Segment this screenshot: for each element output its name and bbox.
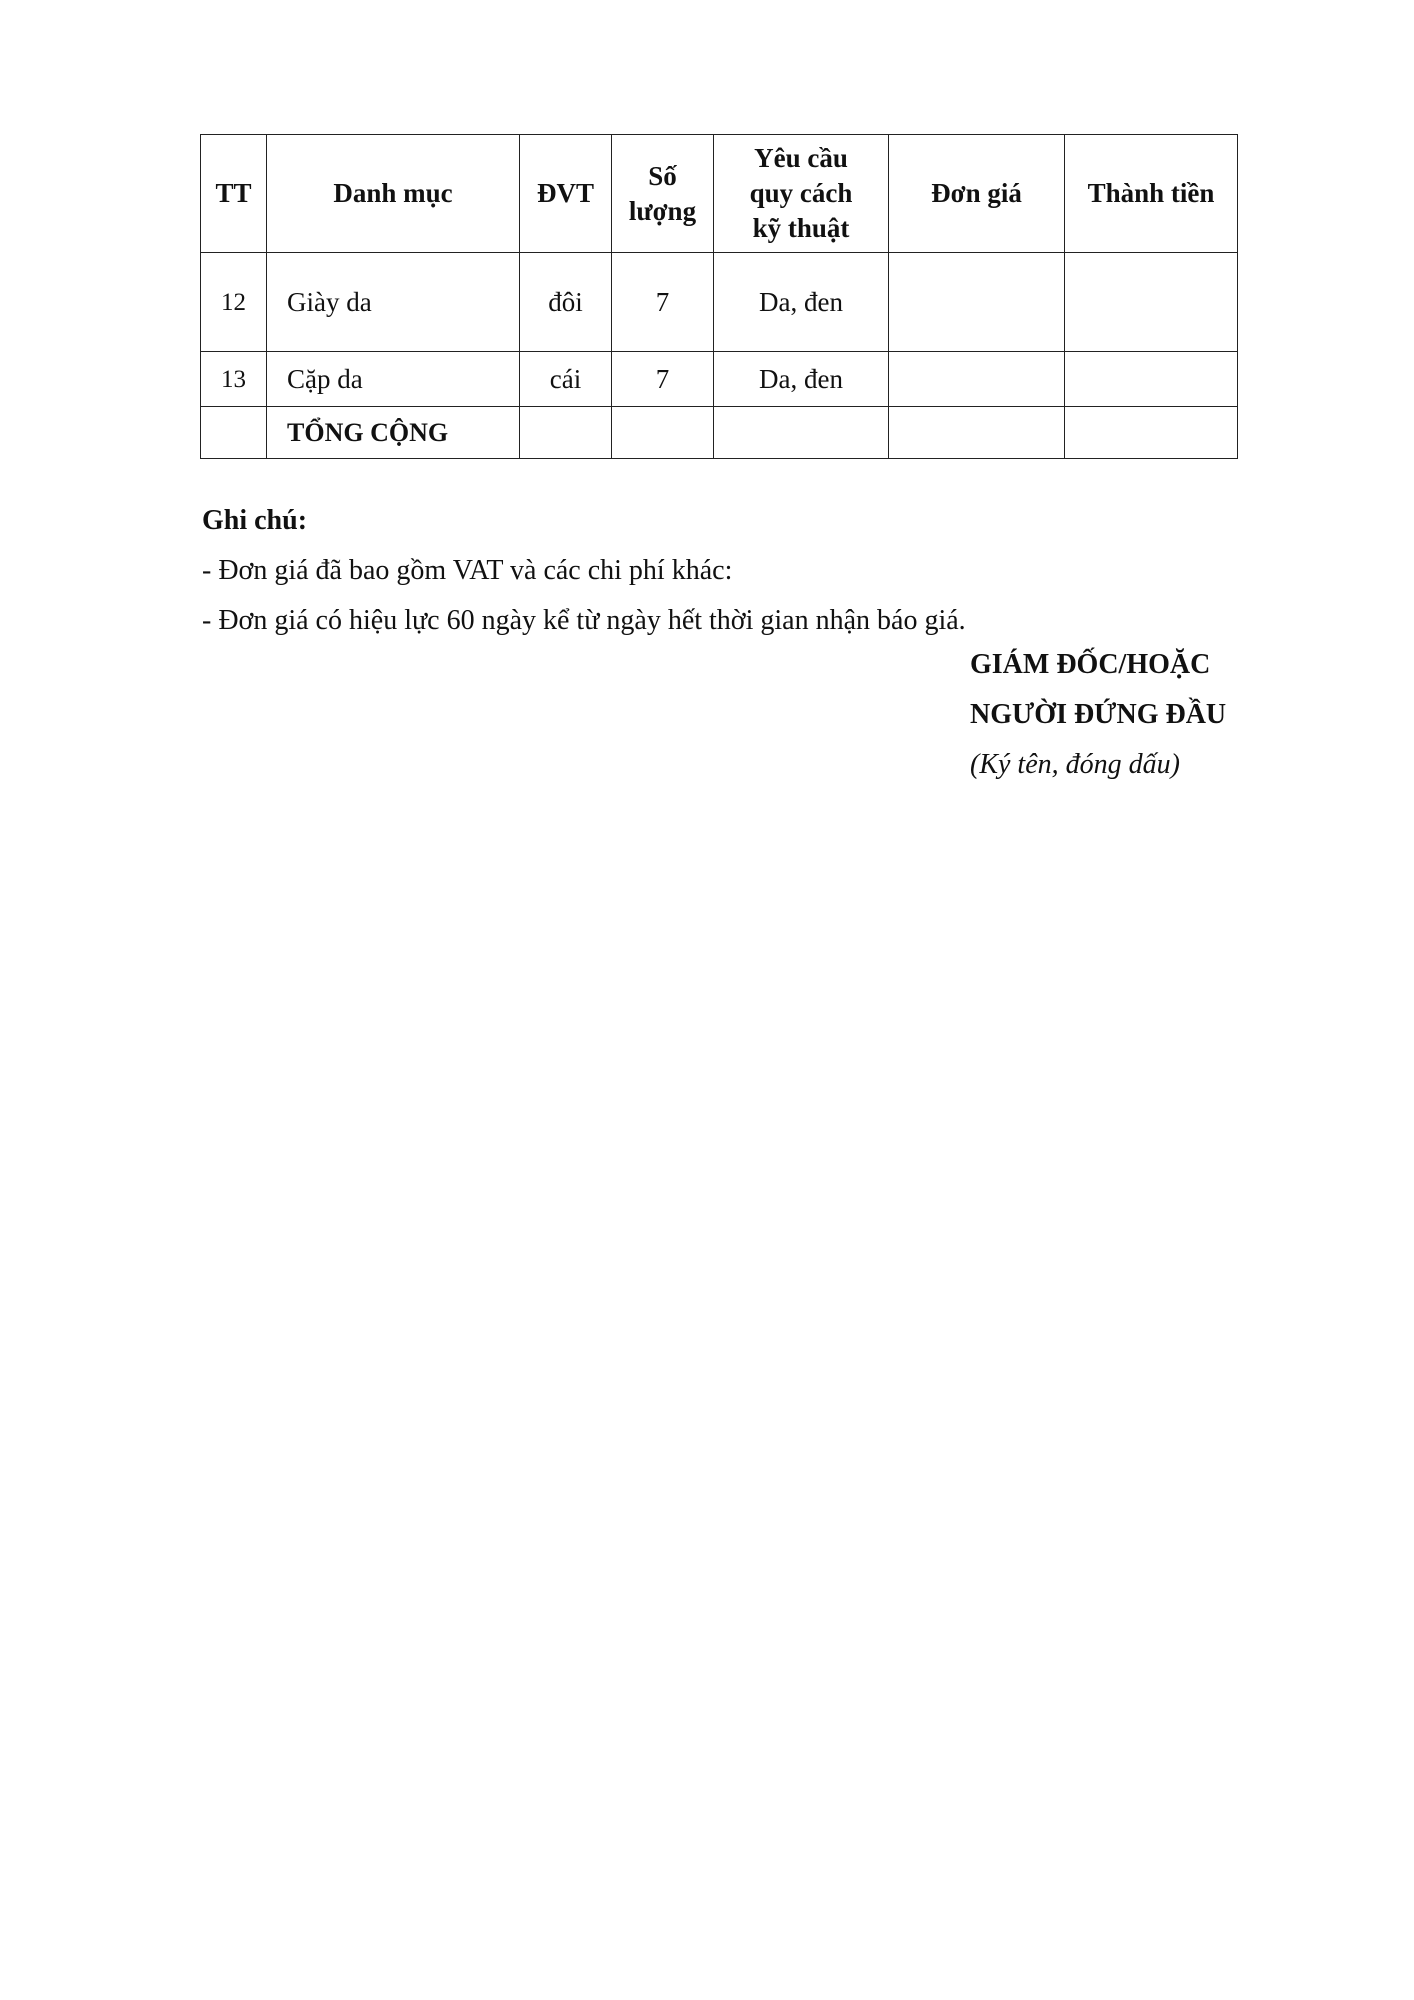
signature-block: [970, 640, 1226, 790]
notes-section: [202, 496, 966, 646]
table-header-row: [201, 135, 1238, 253]
cell-total-thanh-tien: [1065, 407, 1238, 459]
signature-instruction: (Ký tên, đóng dấu): [970, 749, 1180, 780]
cell-don-gia: [889, 352, 1065, 407]
notes-title: Ghi chú:: [202, 505, 308, 536]
header-danh-muc: Danh mục: [267, 135, 520, 253]
signer-role-line2: NGƯỜI ĐỨNG ĐẦU: [970, 699, 1227, 730]
cell-thanh-tien: [1065, 352, 1238, 407]
signer-role-line1: GIÁM ĐỐC/HOẶC: [970, 649, 1211, 680]
cell-so-luong: 7: [612, 253, 714, 352]
header-so-luong: [612, 135, 714, 253]
cell-total-don-gia: [889, 407, 1065, 459]
header-thanh-tien: Thành tiền: [1065, 135, 1238, 253]
cell-total-dvt: [520, 407, 612, 459]
cell-so-luong: 7: [612, 352, 714, 407]
header-tt: TT: [201, 135, 267, 253]
quotation-table: [200, 134, 1238, 459]
note-line: - Đơn giá có hiệu lực 60 ngày kể từ ngày hết thời gian nhận báo giá.: [202, 605, 966, 636]
note-line: - Đơn giá đã bao gồm VAT và các chi phí khác:: [202, 555, 733, 586]
cell-dvt: cái: [520, 352, 612, 407]
total-label: TỔNG CỘNG: [267, 407, 520, 459]
table-total-row: [201, 407, 1238, 459]
cell-tt: 12: [201, 253, 267, 352]
header-so-luong-line2: lượng: [628, 195, 697, 226]
table-row: [201, 352, 1238, 407]
table-row: [201, 253, 1238, 352]
header-dvt: ĐVT: [520, 135, 612, 253]
cell-yeu-cau: Da, đen: [714, 253, 889, 352]
header-so-luong-line1: Số: [648, 160, 677, 191]
cell-danh-muc: Cặp da: [267, 352, 520, 407]
cell-total-so-luong: [612, 407, 714, 459]
cell-total-tt: [201, 407, 267, 459]
header-don-gia: Đơn giá: [889, 135, 1065, 253]
header-yeu-cau-line3: kỹ thuật: [752, 213, 850, 243]
cell-tt: 13: [201, 352, 267, 407]
cell-thanh-tien: [1065, 253, 1238, 352]
header-yeu-cau: [714, 135, 889, 253]
header-yeu-cau-line1: Yêu cầu: [754, 143, 848, 173]
cell-danh-muc: Giày da: [267, 253, 520, 352]
cell-yeu-cau: Da, đen: [714, 352, 889, 407]
header-yeu-cau-line2: quy cách: [749, 178, 853, 208]
cell-dvt: đôi: [520, 253, 612, 352]
cell-don-gia: [889, 253, 1065, 352]
cell-total-yeu-cau: [714, 407, 889, 459]
